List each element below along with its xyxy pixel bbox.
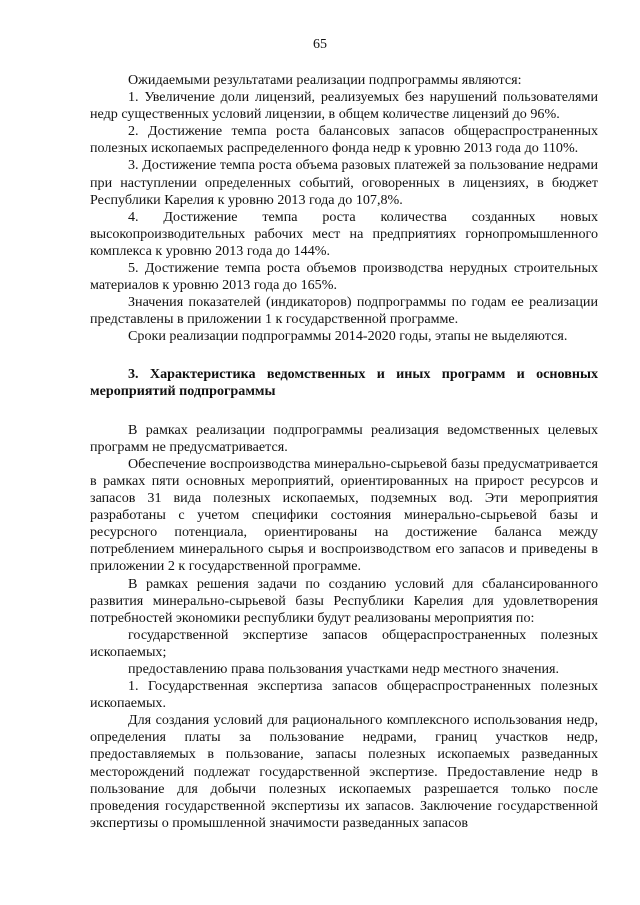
paragraph: 1. Увеличение доли лицензий, реализуемых без нарушений пользователями недр существенных условий лицензии, в общем количестве лицензий до 96%.: [90, 89, 598, 123]
page-number: 65: [313, 37, 327, 52]
section-heading: 3. Характеристика ведомственных и иных программ и основных мероприятий подпрограммы: [90, 365, 598, 399]
paragraph: 2. Достижение темпа роста балансовых запасов общераспространенных полезных ископаемых распределенного фонда недр к уровню 2013 года до 110%.: [90, 123, 598, 157]
paragraph: В рамках реализации подпрограммы реализация ведомственных целевых программ не предусматривается.: [90, 421, 598, 455]
paragraph: Сроки реализации подпрограммы 2014-2020 годы, этапы не выделяются.: [128, 328, 568, 345]
paragraph: предоставлению права пользования участками недр местного значения.: [128, 661, 560, 677]
spacer: [90, 346, 598, 366]
document-body: [90, 72, 598, 832]
paragraph: В рамках решения задачи по созданию условий для сбалансированного развития минерально-сырьевой базы Республики Карелия для удовлетворения потребностей экономики республики будут реализованы мероприятия по:: [90, 575, 598, 626]
paragraph: Для создания условий для рационального комплексного использования недр, определения платы за пользование недрами, границ участков недр, предоставляемых в пользование, запасы полезных ископаемых разведанных месторождений подлежат государственной экспертизе. Предоставление недр в пользование для добычи полезных ископаемых разрешается только после проведения государственной экспертизы их запасов. Заключение государственной экспертизы о промышленной значимости разведанных запасов: [90, 712, 598, 831]
paragraph: Значения показателей (индикаторов) подпрограммы по годам ее реализации представлены в приложении 1 к государственной программе.: [90, 294, 598, 328]
paragraph: 3. Достижение темпа роста объема разовых платежей за пользование недрами при наступлении определенных событий, оговоренных в лицензиях, в бюджет Республики Карелия к уровню 2013 года до 107,8%.: [90, 157, 598, 208]
paragraph: 4. Достижение темпа роста количества созданных новых высокопроизводительных рабочих мест на предприятиях горнопромышленного комплекса к уровню 2013 года до 144%.: [90, 208, 598, 259]
paragraph: 5. Достижение темпа роста объемов производства нерудных строительных материалов к уровню 2013 года до 165%.: [90, 260, 598, 294]
paragraph: государственной экспертизе запасов общераспространенных полезных ископаемых;: [90, 626, 598, 660]
paragraph: 1. Государственная экспертиза запасов общераспространенных полезных ископаемых.: [90, 678, 598, 712]
paragraph: Обеспечение воспроизводства минерально-сырьевой базы предусматривается в рамках пяти основных мероприятий, ориентированных на прирост ресурсов и запасов 31 вида полезных ископаемых, подземных вод. Эти мероприятия разработаны с учетом специфики состояния минерально-сырьевой базы и ресурсного потенциала, ориентированы на достижение баланса между потреблением минерального сырья и воспроизводством его запасов и приведены в приложении 2 к государственной программе.: [90, 455, 598, 575]
paragraph: Ожидаемыми результатами реализации подпрограммы являются:: [128, 72, 522, 88]
spacer: [90, 400, 598, 422]
